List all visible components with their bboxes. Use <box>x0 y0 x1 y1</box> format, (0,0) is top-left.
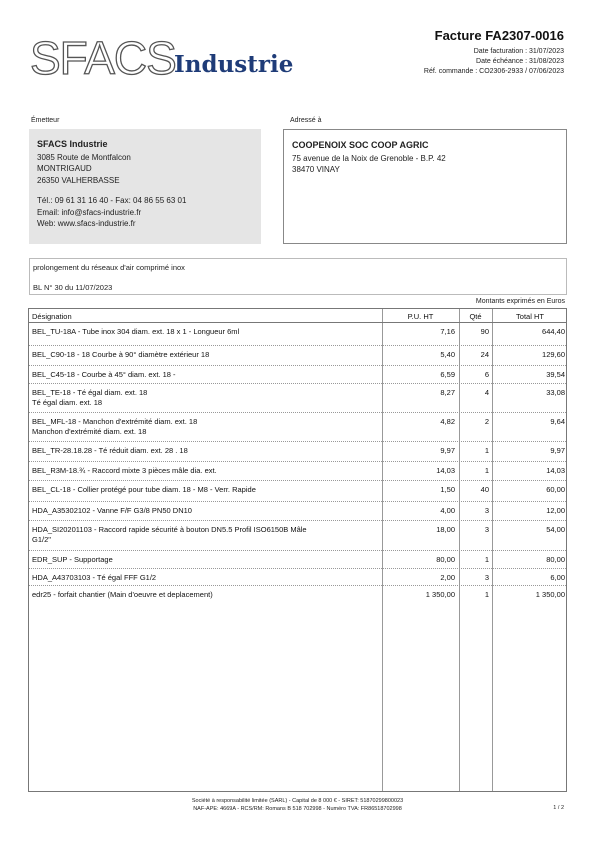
table-row <box>29 586 566 608</box>
row-unit-price: 1,50 <box>440 485 455 494</box>
table-row <box>29 502 566 521</box>
row-quantity: 3 <box>484 506 489 515</box>
header-quantity: Qté <box>469 312 482 321</box>
row-designation: BEL_R3M-18.¾ - Raccord mixte 3 pièces mâle dia. ext. <box>32 466 217 475</box>
row-unit-price: 6,59 <box>440 370 455 379</box>
table-row <box>29 569 566 586</box>
footer-registration-info: NAF-APE: 4669A - RCS/RM: Romans B 518 702998 - Numéro TVA: FR86518702998 <box>193 806 402 812</box>
row-designation: HDA_SI20201103 - Raccord rapide sécurité à bouton DN5.5 Profil ISO6150B Mâle G1/2" <box>32 525 307 544</box>
table-row <box>29 323 566 346</box>
order-reference: Réf. commande : CO2306-2933 / 07/06/2023 <box>423 68 564 75</box>
invoice-date: Date facturation : 31/07/2023 <box>473 48 564 55</box>
emetteur-label: Émetteur <box>31 117 60 124</box>
row-designation: EDR_SUP - Supportage <box>32 555 113 564</box>
row-total: 33,08 <box>546 388 565 397</box>
row-designation: BEL_CL-18 - Collier protégé pour tube diam. 18 - M8 - Verr. Rapide <box>32 485 256 494</box>
row-unit-price: 4,00 <box>440 506 455 515</box>
emetteur-phone: Tél.: 09 61 31 16 40 - Fax: 04 86 55 63 01 <box>37 196 187 205</box>
emetteur-address3: 26350 VALHERBASSE <box>37 175 120 185</box>
invoice-due-date: Date échéance : 31/08/2023 <box>476 58 564 65</box>
row-unit-price: 1 350,00 <box>425 590 455 599</box>
row-quantity: 4 <box>484 388 489 397</box>
row-quantity: 6 <box>484 370 489 379</box>
invoice-object-box <box>29 258 567 295</box>
row-quantity: 1 <box>484 466 489 475</box>
row-designation: BEL_C90-18 - 18 Courbe à 90° diamètre extérieur 18 <box>32 350 210 359</box>
emetteur-box <box>29 129 261 244</box>
row-unit-price: 8,27 <box>440 388 455 397</box>
table-header <box>29 309 566 323</box>
row-quantity: 40 <box>480 485 489 494</box>
header-unit-price: P.U. HT <box>407 312 434 321</box>
logo-sfacs-text: SFACS <box>30 32 176 84</box>
row-quantity: 2 <box>484 417 489 426</box>
row-quantity: 1 <box>484 555 489 564</box>
page-number: 1 / 2 <box>553 805 564 811</box>
emetteur-website: Web: www.sfacs-industrie.fr <box>37 219 136 228</box>
row-unit-price: 14,03 <box>436 466 455 475</box>
row-total: 80,00 <box>546 555 565 564</box>
row-total: 60,00 <box>546 485 565 494</box>
row-total: 54,00 <box>546 525 565 534</box>
row-total: 644,40 <box>542 327 565 336</box>
row-designation: HDA_A43703103 - Té égal FFF G1/2 <box>32 573 157 582</box>
items-table <box>28 308 567 792</box>
row-quantity: 24 <box>480 350 489 359</box>
row-unit-price: 5,40 <box>440 350 455 359</box>
row-designation-detail: Té égal diam. ext. 18 <box>32 398 103 407</box>
table-row <box>29 551 566 569</box>
row-quantity: 3 <box>484 525 489 534</box>
delivery-note-ref: BL N° 30 du 11/07/2023 <box>33 283 113 292</box>
row-unit-price: 2,00 <box>440 573 455 582</box>
row-unit-price: 7,16 <box>440 327 455 336</box>
row-unit-price: 18,00 <box>436 525 455 534</box>
row-total: 9,97 <box>550 446 565 455</box>
legal-footer <box>0 797 595 813</box>
row-unit-price: 9,97 <box>440 446 455 455</box>
row-designation: BEL_TR-28.18.28 - Té réduit diam. ext. 28 . 18 <box>32 446 188 455</box>
destinataire-label: Adressé à <box>290 117 322 124</box>
table-row <box>29 442 566 462</box>
row-unit-price: 4,82 <box>440 417 455 426</box>
row-total: 14,03 <box>546 466 565 475</box>
row-total: 129,60 <box>542 350 565 359</box>
row-quantity: 3 <box>484 573 489 582</box>
row-designation: BEL_MFL-18 - Manchon d'extrémité diam. ext. 18 Manchon d'extrémité diam. ext. 18 <box>32 417 198 436</box>
row-designation-detail: G1/2" <box>32 535 51 544</box>
invoice-title: Facture FA2307-0016 <box>434 28 564 43</box>
row-designation: BEL_TE-18 - Té égal diam. ext. 18 Té égal diam. ext. 18 <box>32 388 148 407</box>
currency-note: Montants exprimés en Euros <box>475 298 565 305</box>
row-total: 1 350,00 <box>535 590 565 599</box>
row-designation: edr25 - forfait chantier (Main d'oeuvre et deplacement) <box>32 590 213 599</box>
row-designation: HDA_A35302102 - Vanne F/F G3/8 PN50 DN10 <box>32 506 192 515</box>
row-total: 12,00 <box>546 506 565 515</box>
emetteur-name: SFACS Industrie <box>37 139 108 149</box>
table-row <box>29 346 566 366</box>
header-designation: Désignation <box>32 312 72 321</box>
row-quantity: 1 <box>484 446 489 455</box>
table-body <box>29 323 566 608</box>
row-total: 9,64 <box>550 417 565 426</box>
table-row <box>29 462 566 481</box>
destinataire-address1: 75 avenue de la Noix de Grenoble - B.P. 42 <box>292 153 446 163</box>
destinataire-address2: 38470 VINAY <box>292 165 340 174</box>
row-total: 6,00 <box>550 573 565 582</box>
row-quantity: 1 <box>484 590 489 599</box>
company-logo <box>30 32 294 84</box>
table-row <box>29 384 566 413</box>
logo-industrie-text: Industrie <box>174 51 294 78</box>
table-row <box>29 481 566 502</box>
table-row <box>29 413 566 442</box>
footer-company-info: Société à responsabilité limitée (SARL) - Capital de 8 000 € - SIRET: 51870299800023 <box>191 798 404 804</box>
row-quantity: 90 <box>480 327 489 336</box>
object-description: prolongement du réseaux d'air comprimé inox <box>33 263 185 272</box>
row-designation-detail: Manchon d'extrémité diam. ext. 18 <box>32 427 147 436</box>
row-unit-price: 80,00 <box>436 555 455 564</box>
row-designation: BEL_TU-18A - Tube inox 304 diam. ext. 18 x 1 - Longueur 6ml <box>32 327 240 336</box>
table-row <box>29 521 566 551</box>
destinataire-box <box>283 129 567 244</box>
destinataire-name: COOPENOIX SOC COOP AGRIC <box>292 140 429 150</box>
emetteur-email: Email: info@sfacs-industrie.fr <box>37 207 142 217</box>
row-total: 39,54 <box>546 370 565 379</box>
emetteur-address1: 3085 Route de Montfalcon <box>37 152 131 162</box>
row-designation: BEL_C45-18 - Courbe à 45° diam. ext. 18 - <box>32 370 176 379</box>
emetteur-address2: MONTRIGAUD <box>37 164 92 173</box>
header-total: Total HT <box>516 312 544 321</box>
table-row <box>29 366 566 384</box>
